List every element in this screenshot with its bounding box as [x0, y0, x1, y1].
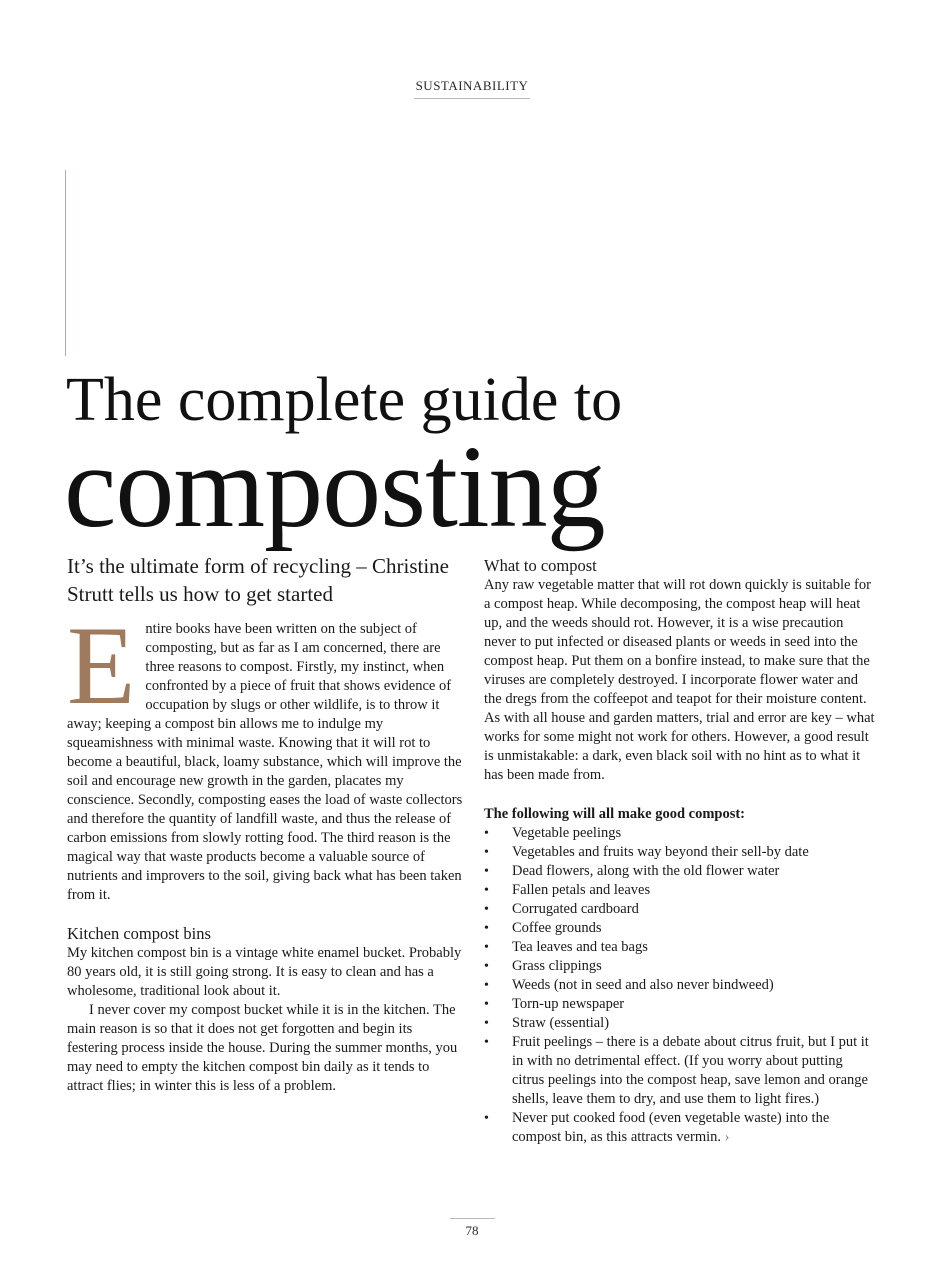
- headline-line-1: The complete guide to: [66, 366, 623, 434]
- left-column: [67, 552, 463, 1096]
- list-item: • Grass clippings: [484, 957, 876, 976]
- end-mark-icon: ›: [724, 1129, 730, 1145]
- list-item: • Weeds (not in seed and also never bindweed): [484, 976, 876, 995]
- kitchen-heading: Kitchen compost bins: [67, 924, 211, 943]
- list-item: • Dead flowers, along with the old flower water: [484, 862, 876, 881]
- list-item: • Fruit peelings – there is a debate about citrus fruit, but I put it in with no detrimental effect. (If you worry about putting citrus peelings into the compost heap, save lemon and orange shells, leave them to dry, and use them to light fires.): [484, 1033, 876, 1109]
- list-item: • Corrugated cardboard: [484, 900, 876, 919]
- list-item: • Vegetables and fruits way beyond their sell-by date: [484, 843, 876, 862]
- section-label: [0, 78, 944, 99]
- list-item: • Fallen petals and leaves: [484, 881, 876, 900]
- drop-cap: E: [67, 604, 136, 728]
- what-heading: What to compost: [484, 556, 597, 575]
- standfirst: It’s the ultimate form of recycling – Christine Strutt tells us how to get started: [67, 554, 449, 606]
- list-item: • Vegetable peelings: [484, 824, 876, 843]
- section-label-text: SUSTAINABILITY: [414, 78, 531, 99]
- kitchen-paragraph-2: I never cover my compost bucket while it is in the kitchen. The main reason is so that it does not get forgotten and begin its festering process inside the house. During the summer months, you may need to empty the kitchen compost bin daily as it tends to attract flies; in winter this is less of a problem.: [67, 1002, 458, 1094]
- accent-rule: [65, 170, 66, 356]
- list-item-last: [484, 1109, 876, 1147]
- headline-line-2: composting: [64, 421, 605, 552]
- list-item-text: Never put cooked food (even vegetable waste) into the compost bin, as this attracts vermin.: [512, 1110, 830, 1145]
- page-number-text: 78: [450, 1218, 495, 1239]
- right-column: [484, 556, 876, 1147]
- kitchen-paragraph-1: My kitchen compost bin is a vintage white enamel bucket. Probably 80 years old, it is still going strong. It is easy to clean and has a wholesome, traditional look about it.: [67, 945, 462, 999]
- list-heading: The following will all make good compost:: [484, 806, 746, 822]
- page-number: [0, 1218, 944, 1239]
- list-item: • Straw (essential): [484, 1014, 876, 1033]
- intro-paragraph: [67, 604, 463, 905]
- intro-text: ntire books have been written on the subject of composting, but as far as I am concerned, there are three reasons to compost. Firstly, my instinct, when confronted by a piece of fruit that shows evidence of occupation by slugs or other wildlife, is to throw it away; keeping a compost bin allows me to indulge my squeamishness with minimal waste. Knowing that it will rot to become a beautiful, black, loamy substance, which will improve the soil and encourage new growth in the garden, placates my conscience. Secondly, composting eases the load of waste collectors and therefore the quantity of landfill waste, and thus the release of carbon emissions from slowly rotting food. The third reason is the magical way that waste products become a valuable source of nutrients and improvers to the soil, giving back what has been taken from it.: [67, 621, 463, 903]
- list-item: • Tea leaves and tea bags: [484, 938, 876, 957]
- list-item: • Coffee grounds: [484, 919, 876, 938]
- compost-list: [484, 824, 876, 1147]
- what-paragraph: Any raw vegetable matter that will rot down quickly is suitable for a compost heap. While decomposing, the compost heap will heat up, and the weeds should rot. However, it is a wise precaution never to put infected or diseased plants or weeds in seed into the compost heap. Put them on a bonfire instead, to make sure that the viruses are completely destroyed. I incorporate flower water and the dregs from the coffeepot and teapot for their moisture content. As with all house and garden matters, trial and error are key – what works for some might not work for others. However, a good result is unmistakable: a dark, even black soil with no hint as to what it has been made from.: [484, 577, 875, 783]
- list-item: • Torn-up newspaper: [484, 995, 876, 1014]
